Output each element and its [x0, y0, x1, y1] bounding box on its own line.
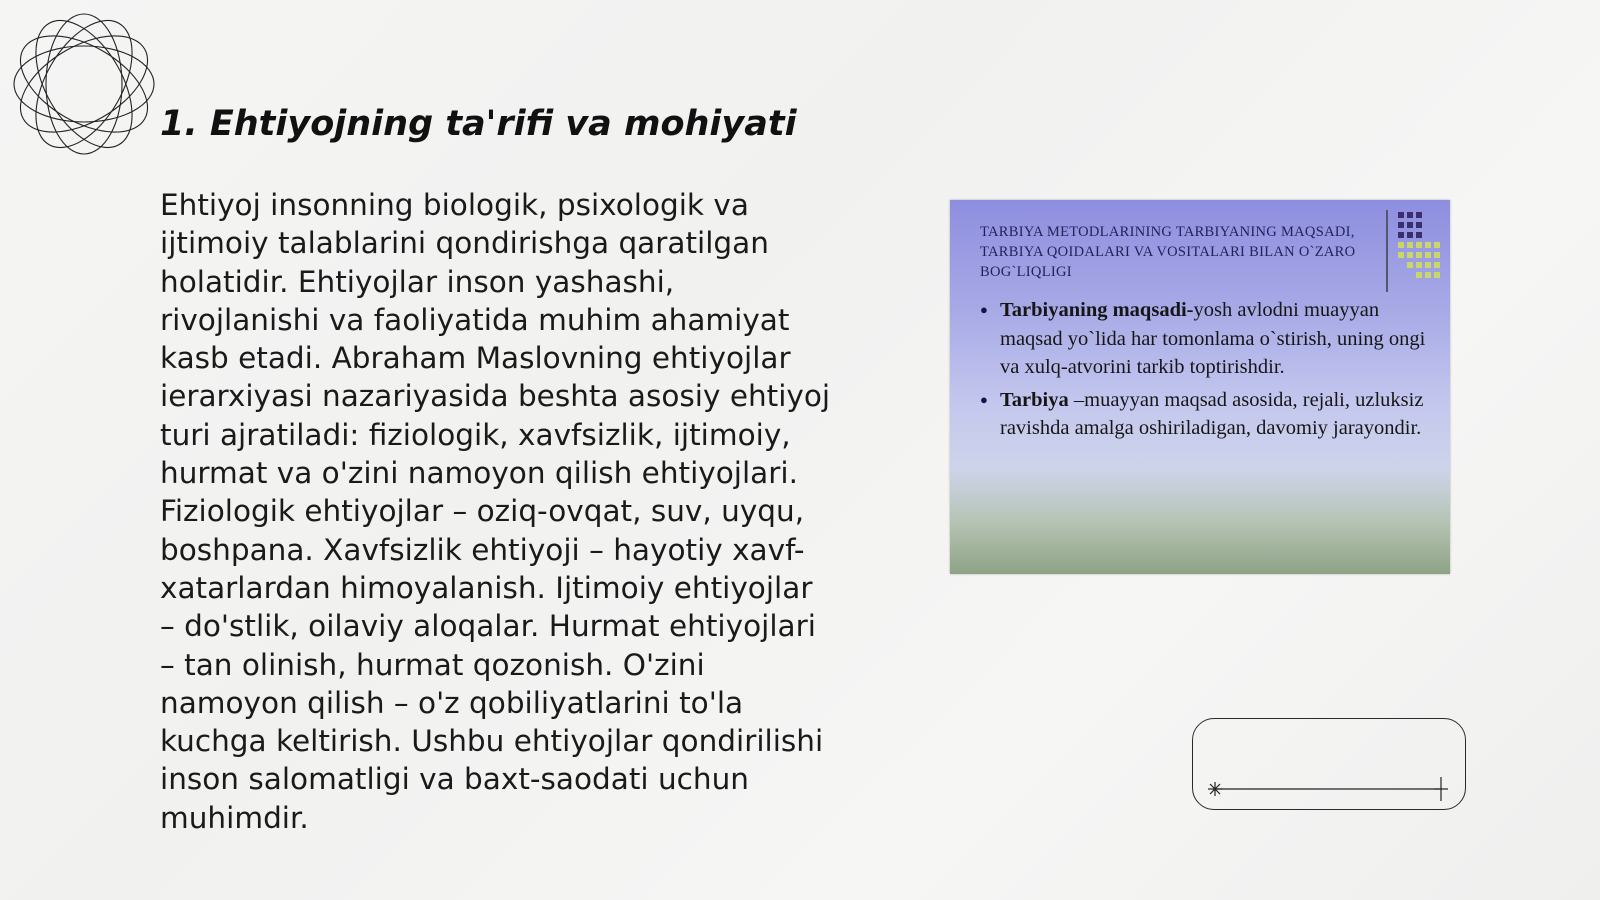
dot-mark	[1425, 272, 1431, 278]
bullet-text: yosh avlodni muayyan maqsad yo`lida har tomonlama o`stirish, uning ongi va xulq-atvorini tarkib toptirishdir.	[1000, 299, 1426, 378]
dot-mark	[1434, 272, 1440, 278]
dot-mark	[1434, 262, 1440, 268]
dot-mark	[1434, 242, 1440, 248]
dot-mark	[1407, 242, 1413, 248]
embedded-slide-divider	[1386, 210, 1388, 292]
star-line-icon	[1193, 719, 1465, 809]
bullet-text: –muayyan maqsad asosida, rejali, uzluksiz ravishda amalga oshiriladigan, davomiy jarayondir.	[1000, 388, 1424, 439]
dot-mark	[1398, 242, 1404, 248]
dot-mark	[1416, 262, 1422, 268]
embedded-slide-heading: TARBIYA METODLARINING TARBIYANING MAQSADI, TARBIYA QOIDALARI VA VOSITALARI BILAN O`ZARO BOG`LIQLIGI	[980, 224, 1356, 280]
dot-mark	[1416, 232, 1422, 238]
dot-mark	[1425, 242, 1431, 248]
concentric-rings-icon	[8, 8, 160, 160]
dot-mark	[1398, 232, 1404, 238]
body-paragraph: Ehtiyoj insonning biologik, psixologik va ijtimoiy talablarini qondirishga qaratilgan holatidir. Ehtiyojlar inson yashashi, rivojlanishi va faoliyatida muhim ahamiyat kasb etadi. Abraham Maslovning ehtiyojlar ierarxiyasi nazariyasida beshta asosiy ehtiyoj turi ajratiladi: fiziologik, xavfsizlik, ijtimoiy, hurmat va o'zini namoyon qilish ehtiyojlari. Fiziologik ehtiyojlar – oziq-ovqat, suv, uyqu, boshpana. Xavfsizlik ehtiyoji – hayotiy xavf- xatarlardan himoyalanish. Ijtimoiy ehtiyojlar – do'stlik, oilaviy aloqalar. Hurmat ehtiyojlari – tan olinish, hurmat qozonish. O'zini namoyon qilish – o'z qobiliyatlarini to'la kuchga keltirish. Ushbu ehtiyojlar qondirilishi inson salomatligi va baxt-saodati uchun muhimdir.	[160, 188, 831, 835]
dots-grid-icon	[1394, 208, 1446, 284]
dot-mark	[1407, 222, 1413, 228]
embedded-slide-image	[950, 200, 1450, 574]
list-item	[980, 296, 1430, 382]
dot-mark	[1407, 232, 1413, 238]
dot-mark	[1416, 212, 1422, 218]
rounded-frame	[1192, 718, 1466, 810]
dot-mark	[1407, 262, 1413, 268]
dot-mark	[1416, 252, 1422, 258]
list-item	[980, 386, 1430, 443]
slide-title: 1. Ehtiyojning ta'rifi va mohiyati	[160, 104, 797, 144]
embedded-slide-bullets	[980, 296, 1430, 447]
dot-mark	[1434, 252, 1440, 258]
dot-mark	[1425, 262, 1431, 268]
dot-mark	[1416, 222, 1422, 228]
bullet-term: Tarbiya	[1000, 388, 1069, 411]
dot-mark	[1398, 212, 1404, 218]
dot-mark	[1407, 212, 1413, 218]
dot-mark	[1416, 242, 1422, 248]
bullet-term: Tarbiyaning maqsadi-	[1000, 299, 1194, 321]
dot-mark	[1407, 252, 1413, 258]
dot-mark	[1425, 252, 1431, 258]
dot-mark	[1416, 272, 1422, 278]
dot-mark	[1398, 222, 1404, 228]
dot-mark	[1398, 252, 1404, 258]
